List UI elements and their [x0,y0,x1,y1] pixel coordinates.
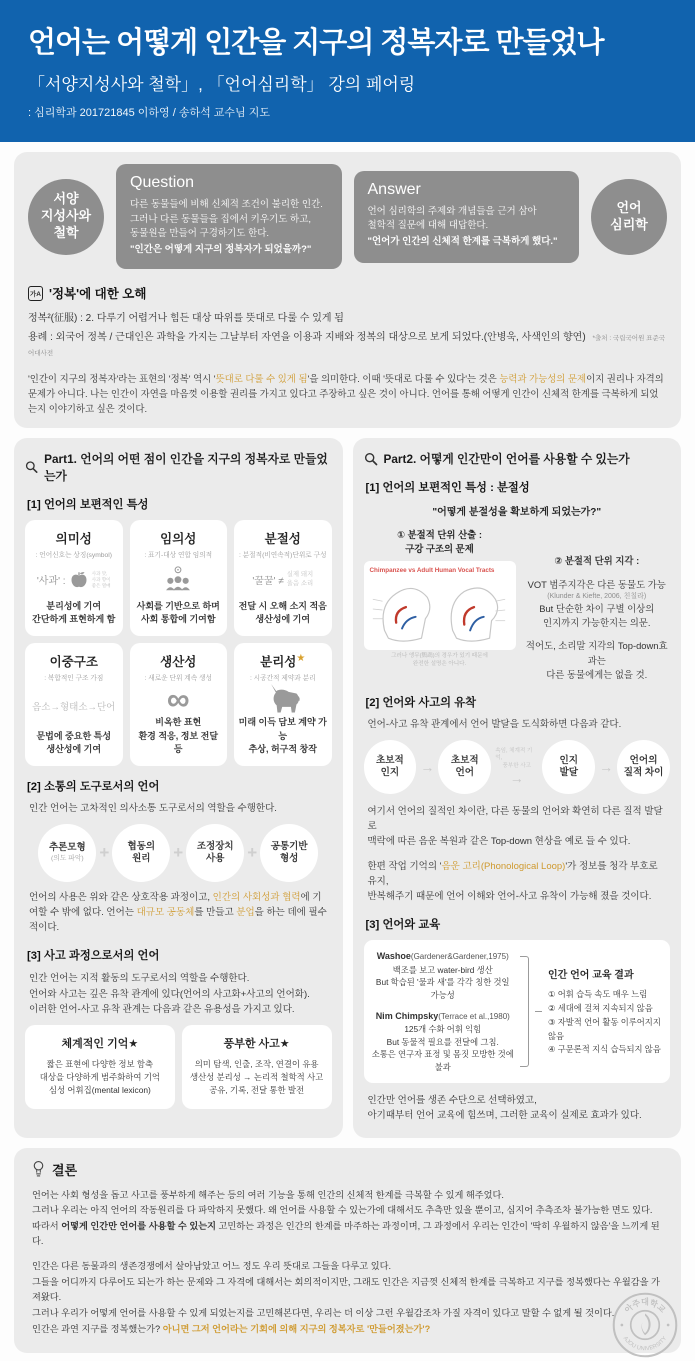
part2-sec3-heading: [3] 언어와 교육 [365,919,441,932]
tiny-line: 울음 소리 [286,579,314,587]
para-text: 언어의 사용은 위와 같은 상호작용 과정이고, [29,891,213,903]
answer-line: 철학적 질문에 대해 대답한다. [367,220,489,232]
misconception-heading [28,284,667,302]
intro-panel [14,152,681,428]
conc-bold: 어떻게 인간만 언어를 사용할 수 있는지 [61,1220,216,1231]
vocal-tract-diagram [364,561,516,650]
conc-text: 고민하는 과정은 인간의 한계를 마주하는 과정이며, 그 과정에서 우리는 인간이 '딱히 우월하지 않음'을 느끼게 된다. [32,1220,660,1247]
card-subtitle: : 시공간적 제약과 분리 [249,675,316,683]
flow-text: 발달 [559,767,578,778]
footer-line: 간단하게 표현하게 함 [32,614,116,625]
part2-title: Part2. 어떻게 인간만이 언어를 사용할 수 있는가 [383,452,630,467]
footer-line: 추상, 허구적 창작 [248,743,317,754]
card-title: 임의성 [160,532,197,547]
intro-row [28,164,667,269]
dictionary-icon: 가A [28,286,43,301]
circle-text: 형성 [279,852,299,864]
part2-title-row [364,450,671,467]
footer-line: 문법에 중요한 특성 [36,730,112,741]
definition-line: 정복²(征服) : 2. 다루기 어렵거나 힘든 대상 따위를 뜻대로 다룰 수 있게 됨 [28,313,344,325]
card-title [30,1035,170,1051]
para-highlight: 능력과 가능성의 문제 [499,373,587,385]
closing-line: 인간만 언어를 생존 수단으로 선택하였고, [367,1095,537,1107]
morpheme-chain: 음소→형태소→단어 [32,702,116,713]
sec3-line: 이러한 언어-사고 유착 관계는 다음과 같은 유용성을 가지고 있다. [29,1003,295,1015]
part1-sec3-heading: [3] 사고 과정으로서의 언어 [27,950,160,963]
result-line: ④ 구문론적 지식 습득되지 않음 [548,1044,661,1055]
item2-line: 다른 동물에게는 없을 것. [546,668,648,680]
circle-text: 원리 [132,852,151,864]
tiny-line: 실제 돼지 [286,571,314,579]
part1-sec2-intro: 인간 언어는 고차적인 의사소통 도구로서의 역할을 수행한다. [29,802,277,814]
page-title: 언어는 어떻게 인간을 지구의 정복자로 만들었나 [28,27,604,59]
part2-sec1-heading: [1] 언어의 보편적인 특성 : 분절성 [365,482,530,495]
circle-subtext: (의도 파악) [51,854,84,862]
case-ref: (Gardener&Gardener,1975) [410,952,509,962]
logo-emblem [642,1314,651,1336]
flow-circle-cognitive-development [542,740,595,794]
svg-text:아주대학교 [622,1297,667,1315]
card-body [30,1058,170,1097]
para-highlight: 인간의 사회성과 협력 [212,891,301,903]
card-footer [134,716,224,755]
circle-label: 철학 [53,225,79,241]
education-closing [368,1093,667,1123]
card-subtitle: : 새로운 단위 계속 생성 [144,675,212,683]
para-text: 을 하는 데에 필수적이다. [29,907,327,934]
conc-text: 인간은 과연 지구를 정복했는가? [32,1323,163,1334]
circle-label: 심리학 [610,216,648,232]
usefulness-cards [25,1025,332,1109]
card-title [250,652,316,670]
card-footer [239,600,327,626]
citation: (Klunder & Kiefte, 2006, 친칠라) [547,592,647,600]
conclusion-line: 인간은 다른 동물과의 생존경쟁에서 살아남았고 어느 정도 우리 뜻대로 그들을 다루고 있다. [32,1261,392,1272]
card-line: 대상을 다양하게 범주화하여 기억 [39,1072,160,1083]
card-title-text: 체계적인 기억 [61,1038,129,1050]
perception-column [524,528,671,681]
para-highlight: 음운 고리(Phonological Loop) [441,860,566,872]
ajou-university-logo [611,1291,679,1359]
conc-highlight: 아니면 그저 언어라는 기회에 의해 지구의 정복자로 '만들어졌는가'? [162,1323,431,1334]
flow-text: 질적 차이 [623,767,664,778]
apple-icon [69,570,89,590]
card-title: 이중구조 [49,655,98,670]
bracket-shape [520,956,529,1067]
card-body [187,1058,327,1097]
case-line: 소통은 연구자 표정 및 몸짓 모방한 것에 불과 [371,1049,514,1072]
plus-sign: + [99,842,110,862]
magnifier-icon [25,460,38,474]
result-line: ③ 자발적 언어 활동 이루어지지 않음 [548,1016,661,1041]
arrow-icon: → [509,769,524,786]
author-byline: : 심리학과 201721845 이하영 / 송하석 교수님 지도 [28,107,270,119]
animal-cases [372,950,515,1073]
magnifier-icon [364,452,378,466]
philosophy-course-circle [28,179,104,255]
circle-text: 추론모형 [48,842,86,854]
answer-line: 언어 심리학의 주제와 개념들을 근거 삼아 [367,205,537,217]
conclusion-heading-row [32,1160,663,1179]
education-card [364,940,671,1083]
misconception-title: '정복'에 대한 오해 [49,287,147,302]
community-icon [161,565,195,595]
results-title: 인간 언어 교육 결과 [548,970,634,982]
part1-title: Part1. 언어의 어떤 점이 인간을 지구의 정복자로 만들었는가 [44,452,328,484]
question-line: 동물원을 만들어 구경하기도 한다. [130,228,270,240]
development-flow [364,740,671,794]
circle-text: 사용 [206,852,225,864]
flow-circle-basic-cognition [364,740,417,794]
card-visual [161,559,195,600]
labeled-arrow [495,748,538,786]
apple-description [92,571,111,590]
card-visual [167,682,190,716]
conclusion-line [32,1322,663,1338]
circle-label: 언어 [616,199,642,215]
washoe-case [372,950,515,1001]
source-note: *출처 : 국립국어원 표준국어대사전 [28,335,665,358]
vocal-tract-figure [370,574,508,646]
item2-title: ② 분절적 단위 지각 : [554,555,640,567]
para-text: '가 정보를 청각 부호로 유지, [367,860,658,887]
communication-model-row [25,824,332,882]
para-text: 를 만들고 [194,907,237,919]
card-title: 분절성 [264,532,301,547]
card-title [187,1035,327,1051]
case-ref: (Terrace et al.,1980) [438,1011,510,1021]
plus-sign: + [247,842,258,862]
flow-circle-qualitative-difference [617,740,670,794]
tiny-line: 좋은 열매 [91,583,111,589]
nim-chimpsky-case [372,1010,515,1073]
para-line: 여기서 언어의 질적인 차이란, 다른 동물의 언어와 확연히 다른 질적 발달로 [367,806,663,833]
logo-korean-text: 아주대학교 [623,1297,667,1315]
card-subtitle: : 분절적(비연속적)단위로 구성 [238,552,327,560]
footer-line: 환경 적응, 정보 전달 등 [138,730,219,754]
lightbulb-icon [32,1160,45,1178]
flow-text: 초보적 [450,754,479,766]
flow-text: 언어의 [629,754,658,766]
arrow-label: 속임, 체계적 기억, [495,748,533,762]
footer-line: 사회 통합에 기여함 [140,614,216,625]
item1-line: ① 분절적 단위 산출 : [397,529,482,541]
caption-line: 그러나 앵무(鸚鵡)의 경우가 있기 때문에 [391,652,488,659]
tiny-line: 사과 맛, [91,570,108,576]
case-name-text: Nim Chimpsky [375,1010,439,1021]
answer-quote: "언어가 인간의 신체적 한계를 극복하게 했다." [367,236,558,248]
page-subtitle: 「서양지성사와 철학」, 「언어심리학」 강의 페어링 [28,75,416,94]
flow-text: 초보적 [376,754,404,766]
star-icon: ★ [296,653,306,665]
arrow-icon: → [420,759,435,775]
card-title: 의미성 [55,532,92,547]
flow-text: 인지 [559,754,578,766]
item2-line: 적어도, 소리말 지각의 Top-down효과는 [525,640,668,666]
circle-text: 공통기반 [270,840,308,852]
usage-line [28,330,667,360]
conclusion-line: 그러나 우리가 어떻게 언어를 사용할 수 있게 되었는지를 고민해본다면, 우리는 더 이상 그런 우월감조차 가질 자격이 있다고 말할 수 없게 될 것이다. [32,1308,615,1319]
conclusion-panel [14,1148,681,1354]
part1-sec2-heading: [2] 소통의 도구로서의 언어 [27,780,160,793]
question-title: Question [130,174,195,191]
card-footer [32,600,115,626]
part1-sec3-lines [29,971,328,1017]
question-box [116,164,342,269]
footer-line: 분리성에 기여 [46,601,102,612]
example-word: '사과' : [36,576,66,588]
conclusion-line: 언어는 사회 형성을 돕고 사고를 풍부하게 해주는 등의 여러 기능을 통해 인간의 신체적 한계를 극복할 수 있게 해주었다. [32,1189,504,1200]
para-line: 반복해주기 때문에 언어 이해와 언어-사고 유착이 가능해 졌을 것이다. [367,890,652,902]
property-card-productivity [130,643,228,765]
case-line: 백조를 보고 water-bird 생산 [392,964,493,975]
part1-sec2-paragraph [29,890,328,936]
circle-text: 조정장치 [196,840,234,852]
case-name [372,1010,515,1024]
card-subtitle: : 언어신호는 상징(symbol) [35,552,112,560]
item2-line: But 단순한 차이 구별 이상의 [539,603,655,615]
para-highlight: 분업 [236,907,255,919]
footer-line: 생산성에 기여 [46,743,102,754]
closing-line: 아기때부터 언어 교육에 힘쓰며, 그러한 교육이 실제로 효과가 있다. [367,1110,642,1122]
flow-text: 인지 [380,767,400,778]
education-results [548,950,662,1073]
part2-sec2-intro: 언어-사고 유착 관계에서 언어 발달을 도식화하면 다음과 같다. [367,718,622,730]
item2-block1 [524,578,671,631]
para-text: 한편 작업 기억의 ' [367,860,442,872]
footer-line: 사회를 기반으로 하며 [136,601,220,612]
plus-sign: + [173,842,184,862]
vocal-tract-column [364,528,516,681]
card-visual [264,682,302,716]
property-card-displacement [234,643,332,765]
card-visual [252,559,313,600]
star-icon: ★ [128,1038,139,1050]
circle-label: 서양 [53,191,79,207]
footer-line: 비옥한 표현 [155,717,202,728]
diagram-title: Chimpanzee vs Adult Human Vocal Tracts [369,566,495,574]
para-line [368,859,667,889]
conc-text: 따라서 [32,1220,62,1231]
item1-title [364,528,516,555]
part2-sec1-content [364,528,671,681]
card-line: 공유, 기록, 전달 통한 발전 [209,1085,305,1096]
property-card-semanticity [25,520,123,636]
common-ground-circle [260,824,318,882]
flow-circle-basic-language [438,740,491,794]
para-text: '인간이 지구의 정복자'라는 표현의 '정복' 역시 ' [28,373,216,385]
star-icon: ★ [279,1038,290,1050]
footer-line: 미래 이득 담보 계약 가능 [238,717,327,741]
poster-header [0,0,695,142]
cooperation-circle [112,824,170,882]
para-text: '을 의미한다. 이때 '뜻대로 다룰 수 있다'는 것은 [307,373,500,385]
card-line: 생산성 분리성 → 논리적 철학적 사고 [189,1072,324,1083]
pig-sound-description [287,571,313,588]
para-highlight: 뜻대로 다룰 수 있게 됨 [215,373,308,385]
card-title-text: 풍부한 사고 [223,1038,280,1050]
conclusion-line: 그러나 우리는 아직 언어의 작동원리를 다 파악하지 못했다. 왜 언어를 사용할 수 있는가에 대해서도 추측만 있을 뿐이고, 심지어 추측조차 불가능한 면도 있다. [32,1205,653,1216]
item2-line: VOT 범주지각은 다른 동물도 가능 [527,578,666,590]
rich-thinking-card [182,1025,332,1109]
case-name-text: Washoe [376,951,411,962]
para-text: 이지 권리나 자격의 문제가 아니다. 나는 인간이 자연을 마음껏 이용할 권리를 가지고 있다고 주장하고 싶은 것이 아니다. 언어를 통해 어떻게 인간이 신체적 한계를 극복하게 되었는지 이야기하고 싶은 것이다. [28,373,664,415]
content-columns [14,438,681,1137]
card-subtitle: : 표기-대상 연합 임의적 [144,552,213,560]
case-line: But 동물적 필요를 전달에 그침. [386,1036,499,1047]
part1-title-row [25,450,332,484]
para-line: 맥락에 따른 음운 복원과 같은 Top-down 현상을 예로 들 수 있다. [367,836,631,848]
question-line: 다른 동물들에 비해 신체적 조건이 불리한 인간. [130,199,323,210]
property-card-discreteness [234,520,332,636]
bracket-dash [535,1011,542,1012]
flow-text: 언어 [455,767,475,778]
card-footer [137,600,220,626]
answer-title: Answer [367,180,421,198]
conclusion-title: 결론 [52,1162,78,1178]
card-line: 짧은 표현에 다양한 정보 함축 [46,1059,154,1069]
infinity-icon: ∞ [166,681,190,718]
case-line: 125개 수화 어휘 익힘 [404,1024,482,1035]
inference-model-circle [38,824,96,882]
card-line: 심성 어휘집(mental lexicon) [48,1085,151,1096]
sec3-line: 언어와 사고는 깊은 유착 관계에 있다(언어의 사고화+사고의 언어화). [29,988,310,1000]
part2-sec2-para2 [368,859,667,905]
caption-line: 완전한 설명은 아니다. [412,660,467,667]
diagram-caption [364,653,516,669]
sec3-line: 인간 언어는 지적 활동의 도구로서의 역할을 수행한다. [29,973,250,985]
answer-box [354,171,580,263]
card-footer [238,716,328,755]
part2-panel [353,438,682,1137]
circle-label: 지성사와 [40,208,92,224]
para-text: 에 기여할 수 밖에 없다. 언어는 [29,891,322,919]
case-name [372,950,515,964]
result-line: ① 어휘 습득 속도 매우 느림 [548,989,648,1000]
coordination-circle [186,824,244,882]
conclusion-line [32,1219,663,1250]
psycholinguistics-course-circle [591,179,667,255]
part2-sec2-para1 [368,804,667,850]
property-card-duality [25,643,123,765]
case-line: But 학습된 '물과 새'를 각각 칭한 것일 가능성 [375,977,510,1000]
card-visual [37,559,111,600]
part1-panel [14,438,343,1137]
footer-line: 전달 시 오해 소지 적음 [238,601,327,612]
example-word: '꿀꿀' ≠ [252,576,284,588]
footer-line: 생산성에 기여 [255,614,311,625]
part2-sec2-heading: [2] 언어와 사고의 유착 [365,696,477,709]
result-line: ② 세대에 걸쳐 지속되지 않음 [548,1003,653,1014]
question-line: 그러나 다른 동물들을 집에서 키우기도 하고, [130,213,312,225]
conclusion-line: 그들을 어디까지 다루어도 되는가 하는 문제와 그 자격에 대해서는 회의적이지만, 그래도 인간은 지금껏 신체적 한계를 극복하고 지구를 정복했다는 우월감을 가져왔다. [32,1276,660,1303]
card-title: 생산성 [160,655,197,670]
part1-sec1-heading: [1] 언어의 보편적인 특성 [27,499,149,512]
item1-line: 구강 구조의 문제 [405,543,474,555]
circle-text: 협동의 [127,840,156,852]
tiny-line: 사과 향이 [91,576,111,582]
svg-text:AJOU UNIVERSITY [622,1336,669,1353]
item2-line: 인지까지 가능한지는 의문. [543,617,651,629]
usage-text: 용례 : 외국어 정복 / 근대인은 과학을 가지는 그날부터 자연을 이용과 지배와 정복의 대상으로 보게 되었다.(안병욱, 사색인의 향연) [28,332,586,344]
card-line: 의미 탐색, 인출, 조작, 연결이 유용 [194,1059,319,1069]
logo-english-text: AJOU UNIVERSITY [621,1336,669,1353]
card-footer [36,730,111,756]
para-highlight: 대규모 공동체 [136,907,195,919]
item2-block2 [524,639,671,681]
systematic-memory-card [25,1025,175,1109]
property-card-arbitrariness [130,520,228,636]
unicorn-icon [264,683,302,715]
part2-sec1-question: "어떻게 분절성을 확보하게 되었는가?" [432,507,602,519]
question-quote: "인간은 어떻게 지구의 정복자가 되었을까?" [130,244,312,256]
intro-paragraph [28,371,667,416]
card-title-text: 분리성 [260,655,297,670]
arrow-icon: → [599,759,614,775]
paragraph-gap [32,1250,663,1259]
arrow-label: 풍부한 사고 [502,762,532,769]
property-cards-grid [25,520,332,765]
card-subtitle: : 복합적인 구조 가짐 [44,675,104,683]
